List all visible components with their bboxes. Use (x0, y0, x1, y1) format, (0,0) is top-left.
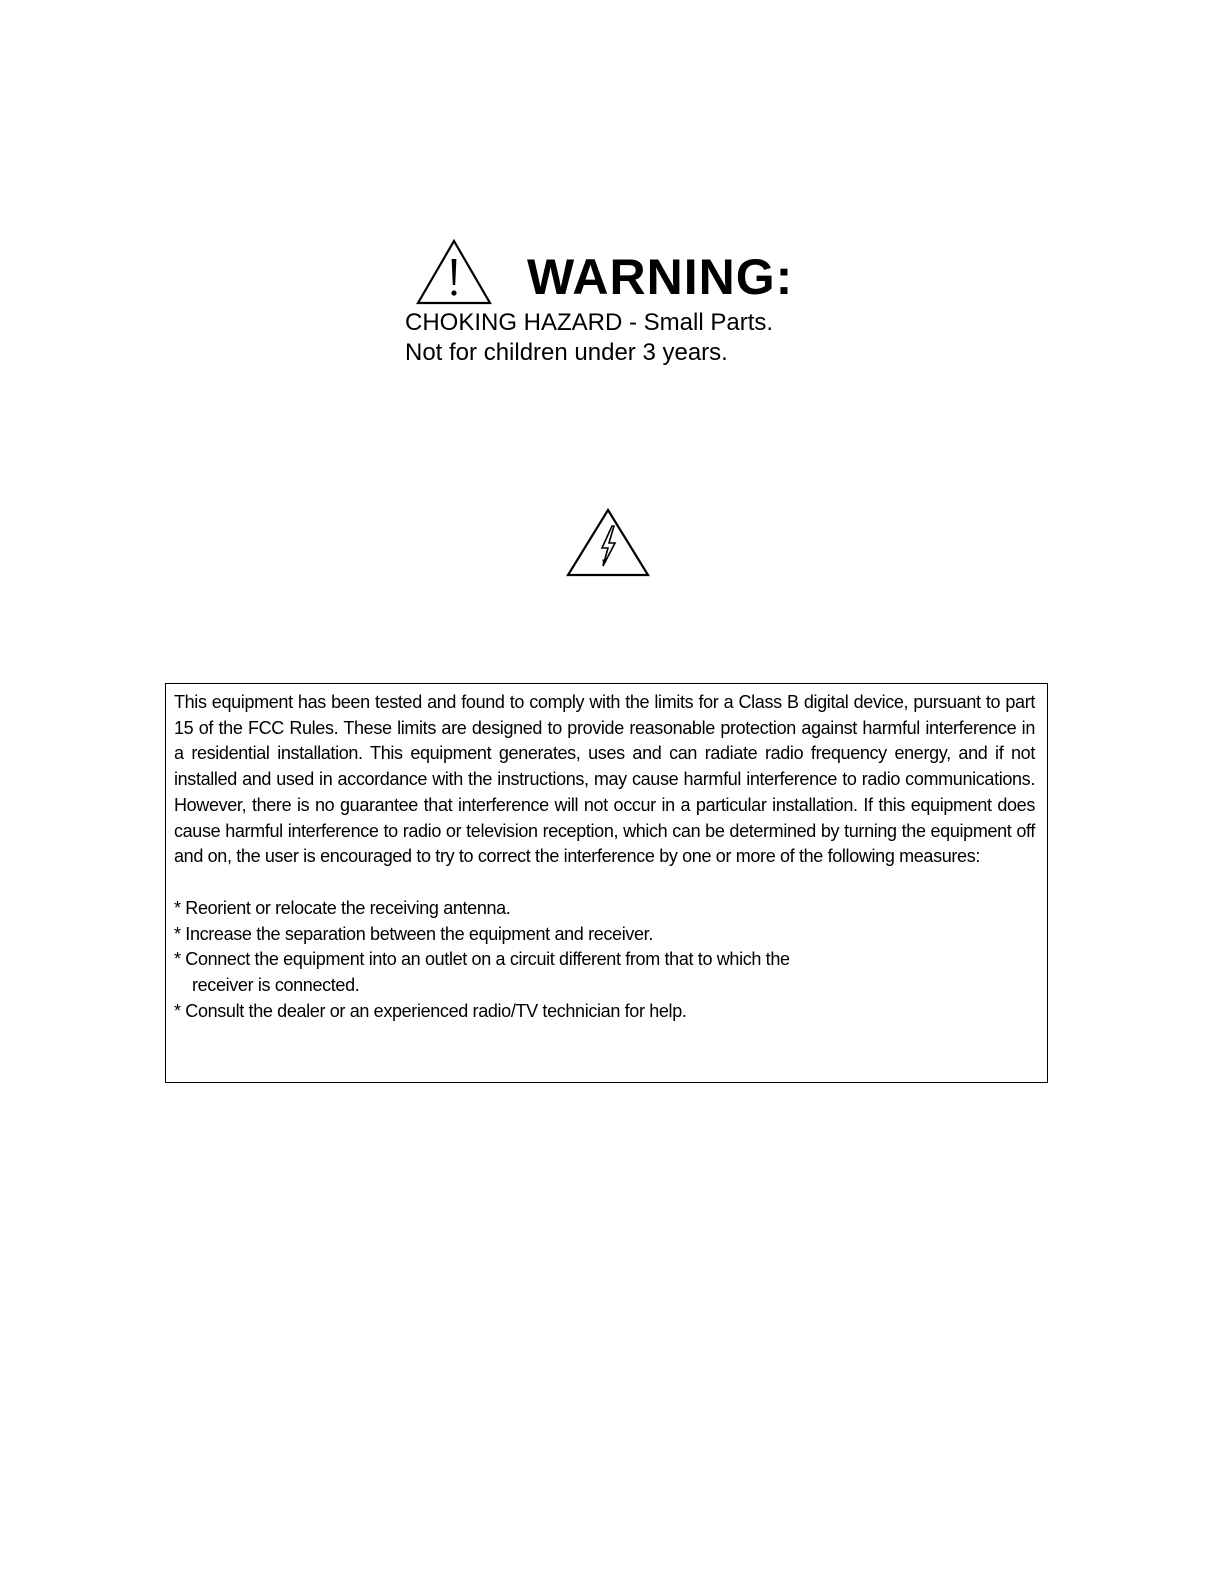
exclamation-triangle-icon (415, 238, 493, 306)
electric-shock-triangle-icon (566, 508, 650, 578)
list-item: * Consult the dealer or an experienced radio/TV technician for help. (174, 1000, 687, 1021)
age-restriction-line: Not for children under 3 years. (405, 339, 728, 366)
interference-measures-list (174, 896, 1035, 1025)
list-item: * Increase the separation between the equipment and receiver. (174, 923, 653, 944)
choking-hazard-warning (405, 236, 845, 368)
fcc-compliance-notice (165, 683, 1048, 1083)
warning-title: WARNING: (527, 249, 794, 305)
choking-hazard-line: CHOKING HAZARD - Small Parts. (405, 309, 774, 336)
warning-header (405, 236, 845, 306)
list-item: * Reorient or relocate the receiving antenna. (174, 897, 511, 918)
list-item: * Connect the equipment into an outlet on a circuit different from that to which the receiver is connected. (174, 949, 790, 996)
fcc-statement: This equipment has been tested and found to comply with the limits for a Class B digital device, pursuant to part 15 of the FCC Rules. These limits are designed to provide reasonable protection against harmful interference in a residential installation. This equipment generates, uses and can radiate radio frequency energy, and if not installed and used in accordance with the instructions, may cause harmful interference to radio communications. However, there is no guarantee that interference will not occur in a particular installation. If this equipment does cause harmful interference to radio or television reception, which can be determined by turning the equipment off and on, the user is encouraged to try to correct the interference by one or more of the following measures: (174, 692, 1035, 867)
